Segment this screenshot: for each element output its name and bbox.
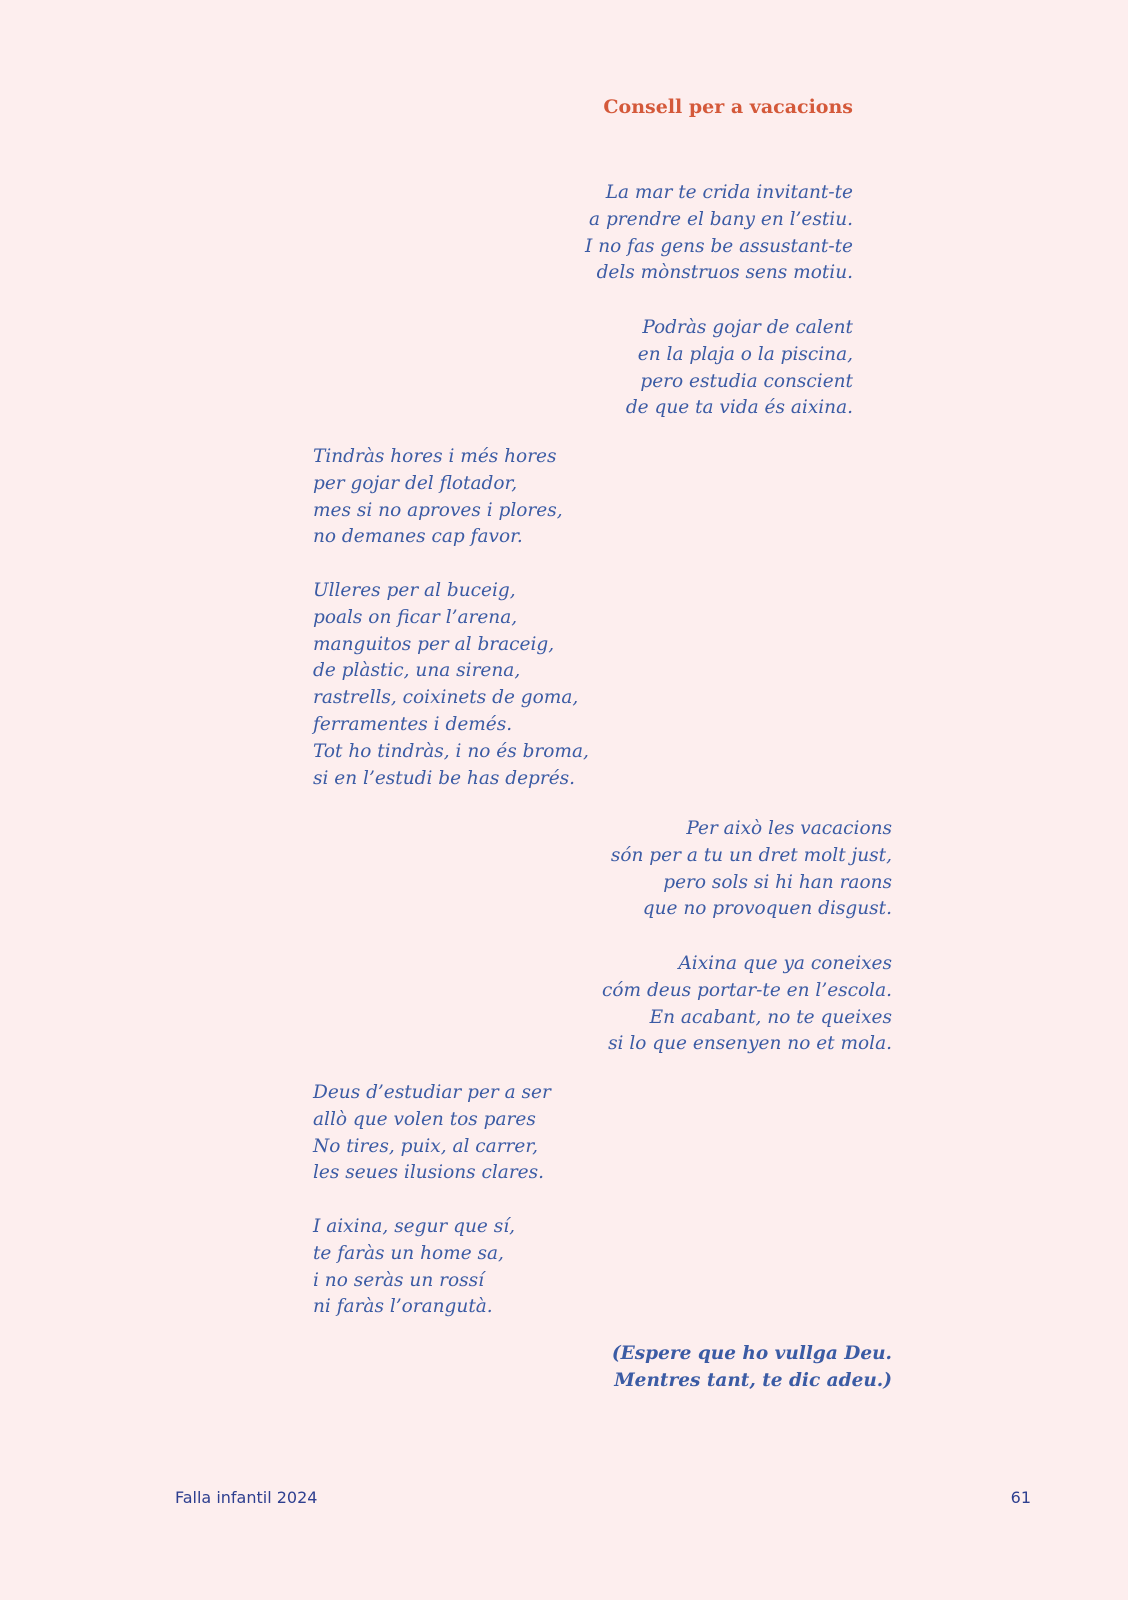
verse-line: si lo que ensenyen no et mola.	[608, 1033, 892, 1055]
stanza	[313, 578, 589, 792]
verse-line: per gojar del flotador,	[313, 472, 518, 494]
stanza	[602, 951, 892, 1058]
stanza	[313, 1080, 551, 1187]
verse-line: si en l’estudi be has deprés.	[313, 767, 576, 789]
stanza	[611, 816, 892, 923]
verse-line: Podràs gojar de calent	[642, 317, 853, 338]
verse-line: pero sols si hi han raons	[663, 871, 892, 893]
stanza	[626, 315, 853, 422]
verse-line: cóm deus portar-te en l’escola.	[602, 979, 892, 1001]
verse-line: I no fas gens be assustant-te	[585, 235, 853, 257]
verse-line: mes si no aproves i plores,	[313, 499, 563, 521]
verse-line: rastrells, coixinets de goma,	[313, 687, 579, 709]
verse-line: les seues ilusions clares.	[313, 1162, 544, 1184]
verse-line: Deus d’estudiar per a ser	[313, 1082, 551, 1103]
verse-line: (Espere que ho vullga Deu.	[611, 1343, 892, 1364]
verse-line: Ulleres per al buceig,	[313, 580, 516, 601]
page-number: 61	[1010, 1488, 1031, 1507]
verse-line: que no provoquen disgust.	[642, 898, 892, 920]
verse-line: dels mònstruos sens motiu.	[596, 262, 853, 284]
verse-line: allò que volen tos pares	[313, 1108, 536, 1130]
stanza	[313, 444, 563, 551]
verse-line: Per això les vacacions	[686, 818, 892, 839]
verse-line: són per a tu un dret molt just,	[610, 844, 892, 866]
verse-line: no demanes cap favor.	[313, 526, 523, 548]
stanza	[313, 1214, 515, 1321]
publication-name: Falla infantil 2024	[175, 1488, 318, 1507]
poem-title: Consell per a vacacions	[603, 96, 853, 118]
closing-stanza	[612, 1341, 892, 1395]
verse-line: ni faràs l’orangutà.	[313, 1296, 493, 1318]
verse-line: de plàstic, una sirena,	[313, 660, 521, 682]
verse-line: La mar te crida invitant-te	[605, 182, 853, 203]
verse-line: a prendre el bany en l’estiu.	[589, 208, 853, 230]
verse-line: ferramentes i demés.	[313, 713, 513, 735]
verse-line: Tot ho tindràs, i no és broma,	[313, 740, 589, 762]
verse-line: No tires, puix, al carrer,	[313, 1135, 539, 1157]
verse-line: Mentres tant, te dic adeu.)	[614, 1369, 892, 1391]
verse-line: en la plaja o la piscina,	[637, 343, 853, 365]
verse-line: de que ta vida és aixina.	[625, 397, 853, 419]
verse-line: En acabant, no te queixes	[649, 1006, 892, 1028]
verse-line: I aixina, segur que sí,	[313, 1216, 515, 1237]
verse-line: Aixina que ya coneixes	[678, 953, 892, 974]
stanza	[585, 180, 853, 287]
verse-line: te faràs un home sa,	[313, 1242, 504, 1264]
verse-line: Tindràs hores i més hores	[313, 446, 557, 467]
verse-line: poals on ficar l’arena,	[313, 606, 518, 628]
verse-line: manguitos per al braceig,	[313, 633, 555, 655]
verse-line: i no seràs un rossí	[313, 1269, 485, 1291]
verse-line: pero estudia conscient	[640, 370, 853, 392]
